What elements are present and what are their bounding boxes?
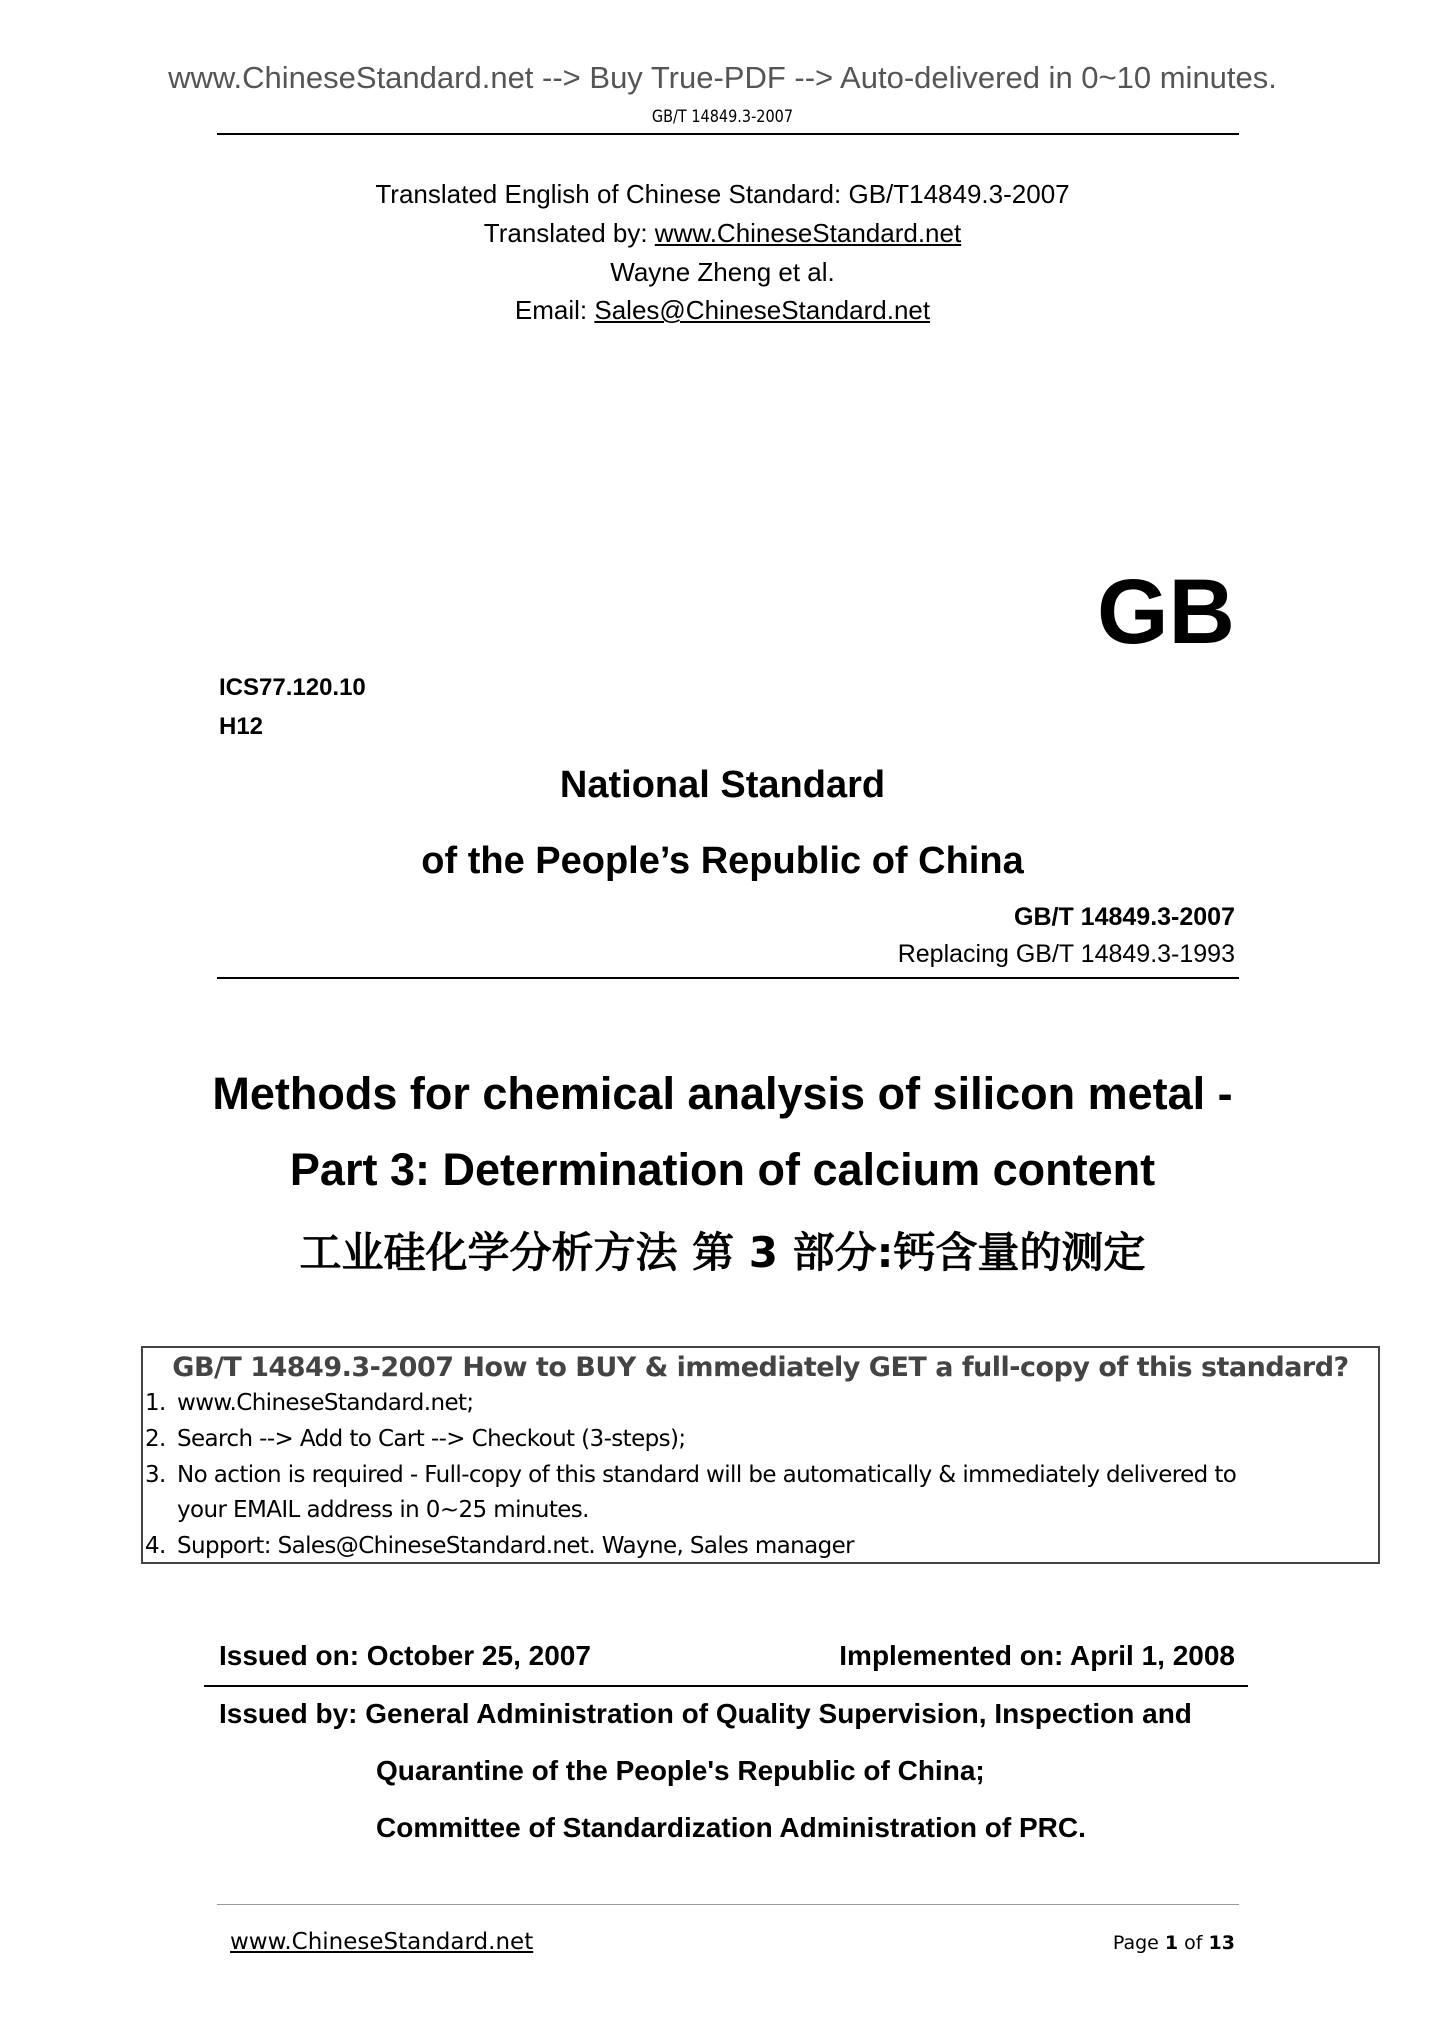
item-text: Support: Sales@ChineseStandard.net. Wayne, Sales manager (177, 1533, 855, 1559)
top-banner: www.ChineseStandard.net --> Buy True-PDF --> Auto-delivered in 0~10 minutes. (168, 60, 1277, 95)
translated-by-label: Translated by: (483, 218, 655, 248)
email-label: Email: (514, 295, 595, 325)
list-item (145, 1533, 854, 1559)
title-chinese: 工业硅化学分析方法 第 3 部分:钙含量的测定 (299, 1228, 1146, 1277)
issued-by-line-3: Committee of Standardization Administration of PRC. (376, 1812, 1086, 1843)
standard-code: GB/T 14849.3-2007 (1014, 903, 1235, 931)
page-total: 13 (1208, 1932, 1235, 1954)
header-code: GB/T 14849.3-2007 (651, 107, 794, 127)
issued-on: Issued on: October 25, 2007 (219, 1640, 591, 1671)
page-label: Page (1112, 1932, 1165, 1954)
item-number: 2. (145, 1426, 166, 1452)
item-text: your EMAIL address in 0~25 minutes. (177, 1497, 589, 1523)
title-line-1: Methods for chemical analysis of silicon metal - (212, 1068, 1233, 1119)
of-label: of (1178, 1932, 1209, 1954)
gb-mark: GB (1097, 561, 1235, 663)
item-text: Search --> Add to Cart --> Checkout (3-steps); (177, 1426, 686, 1452)
implemented-on: Implemented on: April 1, 2008 (839, 1640, 1235, 1671)
item-number: 1. (145, 1390, 166, 1416)
item-text: No action is required - Full-copy of this standard will be automatically & immediately delivered to (177, 1462, 1237, 1488)
footer-link-text[interactable]: www.ChineseStandard.net (230, 1929, 534, 1955)
list-item (145, 1426, 686, 1452)
title-rule (217, 977, 1239, 979)
item-number: 3. (145, 1462, 166, 1488)
country-heading: of the People’s Republic of China (421, 840, 1024, 882)
item-text: www.ChineseStandard.net; (177, 1390, 474, 1416)
list-item (145, 1390, 474, 1416)
issued-by-line-2: Quarantine of the People's Republic of China; (376, 1755, 985, 1786)
title-line-2: Part 3: Determination of calcium content (289, 1144, 1156, 1195)
item-number: 4. (145, 1533, 166, 1559)
email-link[interactable]: Sales@ChineseStandard.net (594, 295, 931, 325)
list-item (145, 1462, 1236, 1488)
footer-rule (217, 1904, 1239, 1905)
page-indicator (1113, 1932, 1235, 1954)
buy-box-heading: GB/T 14849.3-2007 How to BUY & immediately GET a full-copy of this standard? (172, 1352, 1349, 1383)
translator: Wayne Zheng et al. (610, 257, 835, 287)
issue-rule (204, 1685, 1248, 1687)
header-rule (217, 133, 1239, 135)
issued-by-line-1: Issued by: General Administration of Quality Supervision, Inspection and (219, 1698, 1192, 1729)
translation-line: Translated English of Chinese Standard: GB/T14849.3-2007 (375, 179, 1070, 209)
buy-box (141, 1346, 1380, 1564)
list-item (145, 1497, 589, 1523)
replacing-code: Replacing GB/T 14849.3-1993 (897, 940, 1235, 968)
ccs-code: H12 (219, 713, 264, 740)
national-standard-heading: National Standard (559, 764, 886, 806)
email-line (0, 295, 1445, 326)
ics-code: ICS77.120.10 (219, 674, 366, 701)
page-number: 1 (1164, 1932, 1179, 1954)
footer-link[interactable] (230, 1929, 533, 1955)
translated-by (0, 218, 1445, 249)
translator-site-link[interactable]: www.ChineseStandard.net (654, 218, 962, 248)
